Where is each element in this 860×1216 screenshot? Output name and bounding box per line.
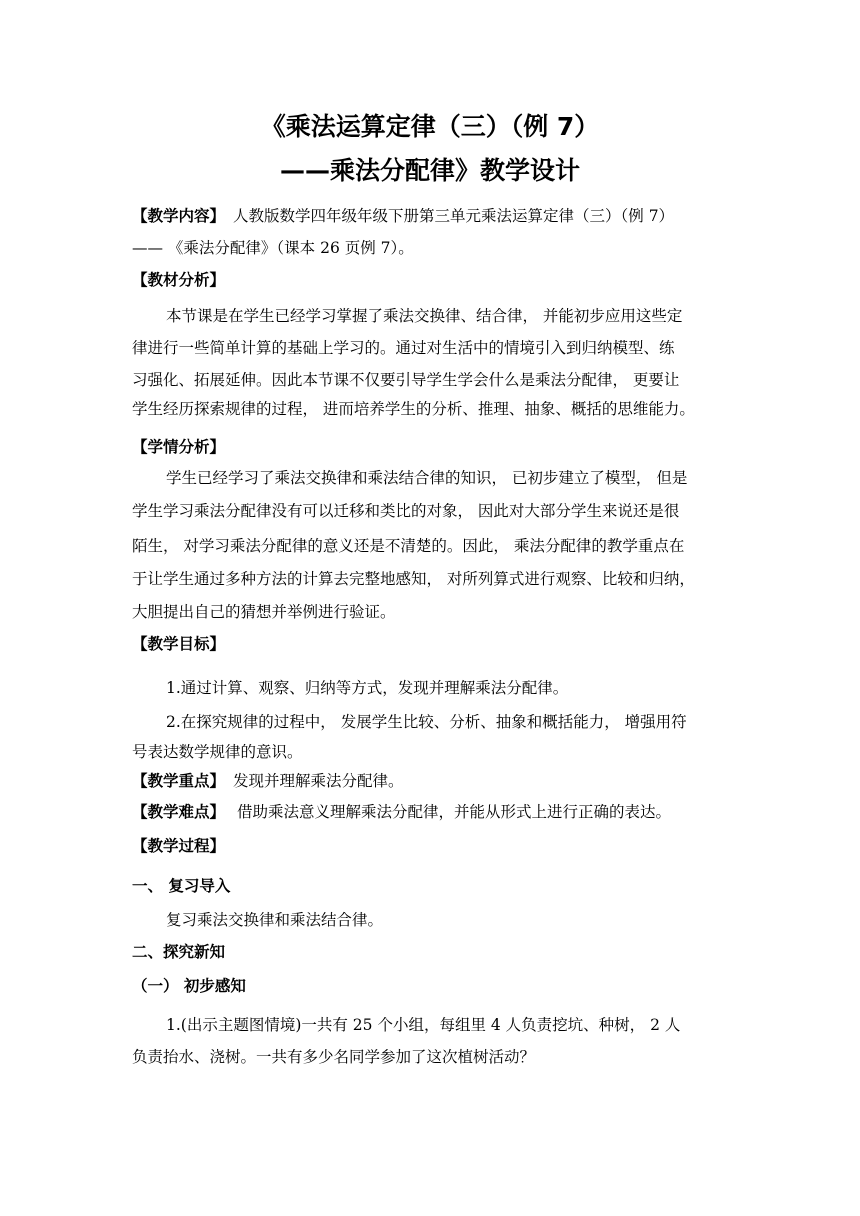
difficulty-label: 【教学难点】 — [132, 803, 226, 821]
textbook-analysis-line-4: 学生经历探索规律的过程， 进而培养学生的分析、推理、抽象、概括的思维能力。 — [132, 400, 695, 418]
initial-perception-line-1: 1.(出示主题图情境)一共有 25 个小组，每组里 4 人负责挖坑、种树， 2 人 — [166, 1016, 681, 1034]
learner-analysis-line-5: 大胆提出自己的猜想并举例进行验证。 — [132, 603, 396, 621]
key-point-label: 【教学重点】 — [132, 772, 226, 790]
learner-analysis-line-3: 陌生， 对学习乘法分配律的意义还是不清楚的。因此， 乘法分配律的教学重点在 — [132, 537, 685, 555]
initial-perception-heading: （一） 初步感知 — [132, 977, 246, 995]
textbook-analysis-line-2: 律进行一些简单计算的基础上学习的。通过对生活中的情境引入到归纳模型、练 — [132, 339, 675, 357]
learner-analysis-line-4: 于让学生通过多种方法的计算去完整地感知， 对所列算式进行观察、比较和归纳， — [132, 570, 695, 588]
key-point-text: 发现并理解乘法分配律。 — [233, 772, 404, 790]
document-title-line-2: ——乘法分配律》教学设计 — [279, 156, 580, 185]
teaching-content-text-line-1: 人教版数学四年级年级下册第三单元乘法运算定律（三）（例 7） — [233, 207, 675, 225]
explore-new-heading: 二、探究新知 — [132, 943, 226, 961]
teaching-goal-2-line-2: 号表达数学规律的意识。 — [132, 743, 303, 761]
teaching-process-heading: 【教学过程】 — [132, 837, 226, 855]
teaching-goal-1: 1.通过计算、观察、归纳等方式，发现并理解乘法分配律。 — [166, 679, 569, 697]
teaching-content-label: 【教学内容】 — [132, 207, 226, 225]
textbook-analysis-line-3: 习强化、拓展延伸。因此本节课不仅要引导学生学会什么是乘法分配律， 更要让 — [132, 371, 680, 389]
initial-perception-line-2: 负责抬水、浇树。一共有多少名同学参加了这次植树活动？ — [132, 1048, 536, 1066]
teaching-content-paragraph — [132, 206, 674, 226]
review-intro-text: 复习乘法交换律和乘法结合律。 — [166, 911, 384, 929]
learner-analysis-line-1: 学生已经学习了乘法交换律和乘法结合律的知识， 已初步建立了模型， 但是 — [166, 469, 688, 487]
textbook-analysis-heading: 【教材分析】 — [132, 271, 226, 289]
learner-analysis-line-2: 学生学习乘法分配律没有可以迁移和类比的对象， 因此对大部分学生来说还是很 — [132, 502, 680, 520]
teaching-content-text-line-2: —— 《乘法分配律》（课本 26 页例 7）。 — [132, 239, 414, 257]
teaching-goals-heading: 【教学目标】 — [132, 635, 226, 653]
teaching-goal-2-line-1: 2.在探究规律的过程中， 发展学生比较、分析、抽象和概括能力， 增强用符 — [166, 713, 687, 731]
key-point-paragraph — [132, 771, 404, 791]
difficulty-paragraph — [132, 802, 671, 822]
textbook-analysis-line-1: 本节课是在学生已经学习掌握了乘法交换律、结合律， 并能初步应用这些定 — [166, 307, 683, 325]
learner-analysis-heading: 【学情分析】 — [132, 438, 226, 456]
difficulty-text: 借助乘法意义理解乘法分配律，并能从形式上进行正确的表达。 — [237, 803, 672, 821]
document-title-line-1: 《乘法运算定律（三）（例 7） — [260, 112, 600, 141]
review-intro-heading: 一、 复习导入 — [132, 877, 231, 895]
